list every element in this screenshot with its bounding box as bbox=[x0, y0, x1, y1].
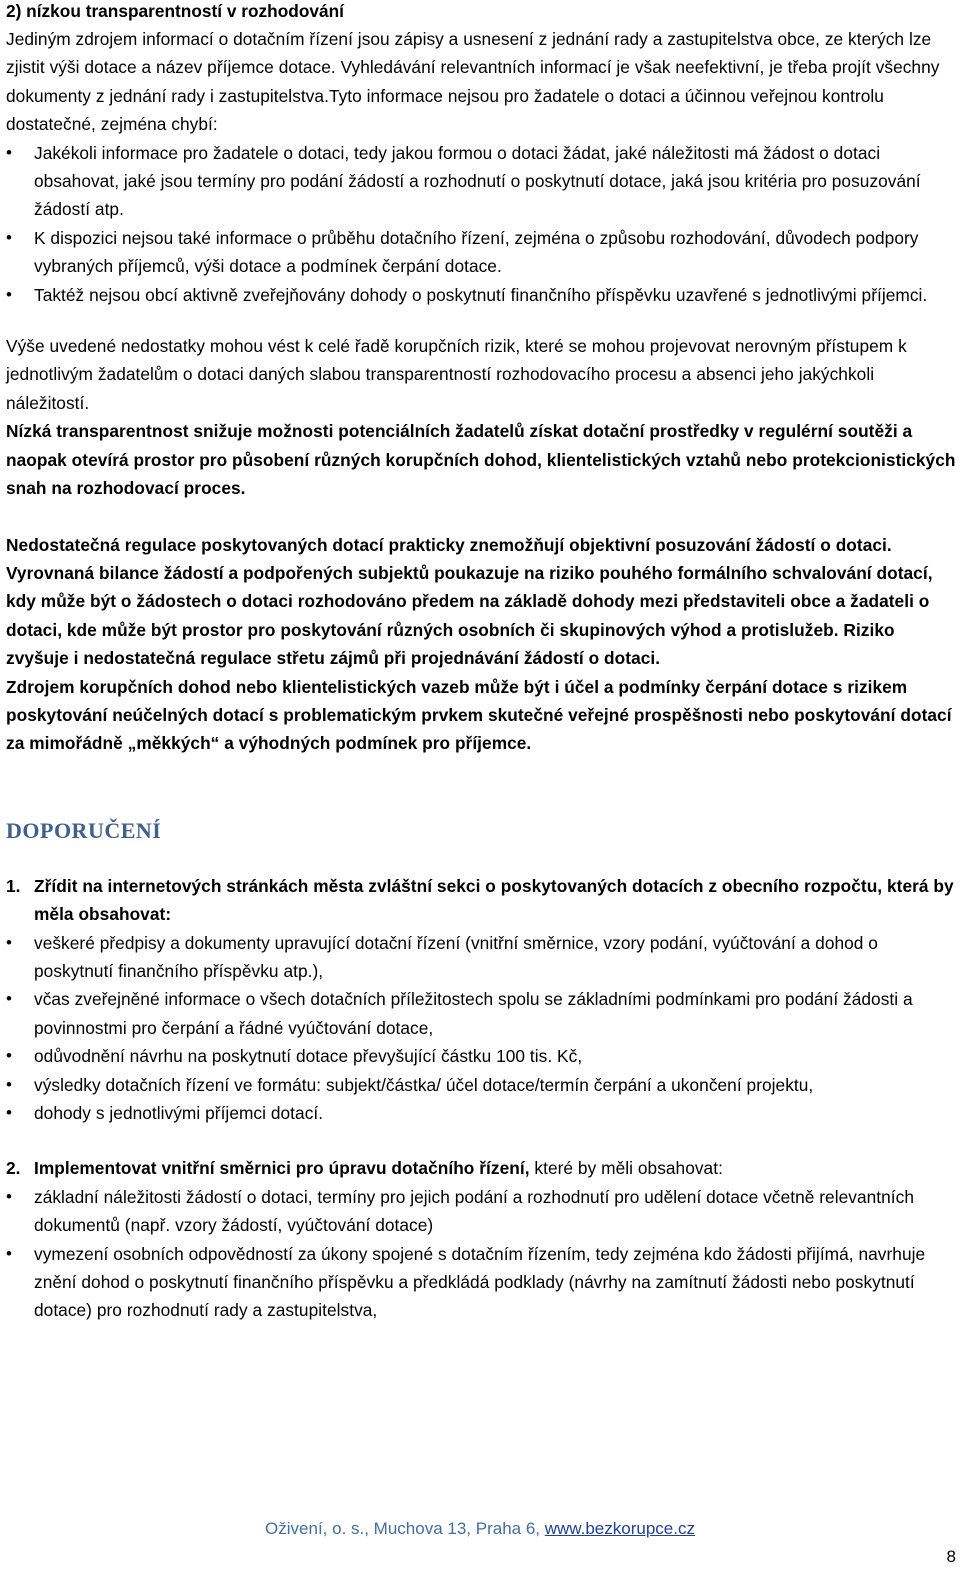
bullet-icon: • bbox=[6, 932, 13, 952]
recommendation-2-list bbox=[6, 1183, 958, 1325]
intro-text-1: Jediným zdrojem informací o dotačním řízení jsou zápisy a usnesení z jednání rady a zastupitelstva obce, ze kterých lze zjistit výši dotace a název příjemce dotace. Vyhledávání relevantních informací je však neefektivní, je třeba projít všechny dokumenty z jednání rady i zastupitelstva. bbox=[6, 29, 940, 106]
page-number: 8 bbox=[946, 1547, 956, 1566]
list-item-text: včas zveřejněné informace o všech dotačních příležitostech spolu se základními podmínkami pro podání žádosti a povinnostmi pro čerpání a řádné vyúčtování dotace, bbox=[34, 989, 913, 1038]
list-item bbox=[6, 139, 958, 224]
footer-website-link[interactable]: www.bezkorupce.cz bbox=[544, 1519, 695, 1538]
list-item bbox=[6, 1240, 958, 1325]
page-footer bbox=[0, 1516, 960, 1542]
recommendation-2-rest: které by měli obsahovat: bbox=[529, 1158, 723, 1179]
list-item bbox=[6, 985, 958, 1042]
bullet-icon: • bbox=[6, 1046, 13, 1066]
intro-text-2: Tyto informace nejsou pro žadatele o dotaci a účinnou veřejnou kontrolu dostatečné, zejména chybí: bbox=[6, 85, 884, 135]
bullet-icon: • bbox=[6, 989, 13, 1009]
missing-info-list bbox=[6, 139, 958, 309]
section-heading: 2) nízkou transparentností v rozhodování bbox=[6, 1, 344, 21]
corruption-paragraph: Zdrojem korupčních dohod nebo klientelistických vazeb může být i účel a podmínky čerpání dotace s rizikem poskytování neúčelných dotací s problematickým prvkem skutečné veřejné prospěšnosti nebo poskytování dotací za mimořádně „měkkých“ a výhodných podmínek pro příjemce. bbox=[6, 676, 952, 754]
list-item-text: Taktéž nejsou obcí aktivně zveřejňovány dohody o poskytnutí finančního příspěvku uzavřené s jednotlivými příjemci. bbox=[34, 284, 928, 305]
recommendation-1-list bbox=[6, 929, 958, 1128]
recommendation-1-title bbox=[6, 872, 958, 929]
list-item-text: dohody s jednotlivými příjemci dotací. bbox=[34, 1103, 324, 1123]
list-item bbox=[6, 1071, 958, 1099]
document-body bbox=[6, 25, 958, 1325]
bullet-icon: • bbox=[6, 1186, 13, 1206]
regulation-paragraph: Nedostatečná regulace poskytovaných dotací prakticky znemožňují objektivní posuzování žádostí o dotaci. Vyrovnaná bilance žádostí a podpořených subjektů poukazuje na riziko pouhého formálního schvalování dotací, kdy může být o žádostech o dotaci rozhodováno předem na základě dohody mezi představiteli obce a žadateli o dotaci, kde může být prostor pro poskytování různých osobních či skupinových výhod a protislužeb. Riziko zvyšuje i nedostatečná regulace střetu zájmů při projednávání žádostí o dotaci. bbox=[6, 534, 933, 669]
list-item bbox=[6, 1099, 958, 1127]
recommendations-title: DOPORUČENÍ bbox=[6, 817, 162, 843]
recommendation-1-text: Zřídit na internetových stránkách města zvláštní sekci o poskytovaných dotacích z obecního rozpočtu, která by měla obsahovat: bbox=[34, 875, 954, 925]
list-item bbox=[6, 281, 958, 309]
bullet-icon: • bbox=[6, 1103, 13, 1122]
list-item bbox=[6, 1183, 958, 1240]
intro-paragraph bbox=[6, 25, 958, 139]
list-item bbox=[6, 929, 958, 986]
recommendation-2-title bbox=[6, 1154, 958, 1182]
bullet-icon: • bbox=[6, 284, 13, 304]
list-item-text: základní náležitosti žádostí o dotaci, termíny pro jejich podání a rozhodnutí pro udělení dotace včetně relevantních dokumentů (např. vzory žádostí, vyúčtování dotace) bbox=[34, 1186, 914, 1236]
bullet-icon: • bbox=[6, 227, 13, 247]
consequences-paragraph: Výše uvedené nedostatky mohou vést k celé řadě korupčních rizik, které se mohou projevovat nerovným přístupem k jednotlivým žadatelům o dotaci daných slabou transparentností rozhodovacího procesu a absenci jeho jakýchkoli náležitostí. bbox=[6, 336, 907, 413]
list-item bbox=[6, 224, 958, 281]
recommendation-2-bold: Implementovat vnitřní směrnici pro úpravu dotačního řízení, bbox=[34, 1158, 530, 1179]
list-item-text: veškeré předpisy a dokumenty upravující dotační řízení (vnitřní směrnice, vzory podání, vyúčtování a dohod o poskytnutí finančního příspěvku atp.), bbox=[34, 932, 878, 981]
list-item-text: vymezení osobních odpovědností za úkony spojené s dotačním řízením, tedy zejména kdo žádosti přijímá, navrhuje znění dohod o poskytnutí finančního příspěvku a předkládá podklady (návrhy na zamítnutí žádosti nebo poskytnutí dotace) pro rozhodnutí rady a zastupitelstva, bbox=[34, 1243, 926, 1321]
list-item-text: výsledky dotačních řízení ve formátu: subjekt/částka/ účel dotace/termín čerpání a ukončení projektu, bbox=[34, 1074, 814, 1095]
recommendation-number: 2. bbox=[6, 1158, 21, 1179]
bullet-icon: • bbox=[6, 1243, 13, 1263]
bullet-icon: • bbox=[6, 142, 13, 162]
list-item-text: odůvodnění návrhu na poskytnutí dotace převyšující částku 100 tis. Kč, bbox=[34, 1046, 583, 1067]
consequences-bold-paragraph: Nízká transparentnost snižuje možnosti potenciálních žadatelů získat dotační prostředky v regulérní soutěži a naopak otevírá prostor pro působení různých korupčních dohod, klientelistických vztahů nebo protekcionistických snah na rozhodovací proces. bbox=[6, 421, 956, 499]
recommendation-number: 1. bbox=[6, 875, 21, 896]
bullet-icon: • bbox=[6, 1074, 13, 1094]
footer-address: Oživení, o. s., Muchova 13, Praha 6, bbox=[265, 1519, 545, 1538]
list-item-text: Jakékoli informace pro žadatele o dotaci, tedy jakou formou o dotaci žádat, jaké náležitosti má žádost o dotaci obsahovat, jaké jsou termíny pro podání žádostí a rozhodnutí o poskytnutí dotace, jaká jsou kritéria pro posuzování žádostí atp. bbox=[34, 142, 921, 220]
list-item-text: K dispozici nejsou také informace o průběhu dotačního řízení, zejména o způsobu rozhodování, důvodech podpory vybraných příjemců, výši dotace a podmínek čerpání dotace. bbox=[34, 227, 919, 277]
list-item bbox=[6, 1042, 958, 1070]
